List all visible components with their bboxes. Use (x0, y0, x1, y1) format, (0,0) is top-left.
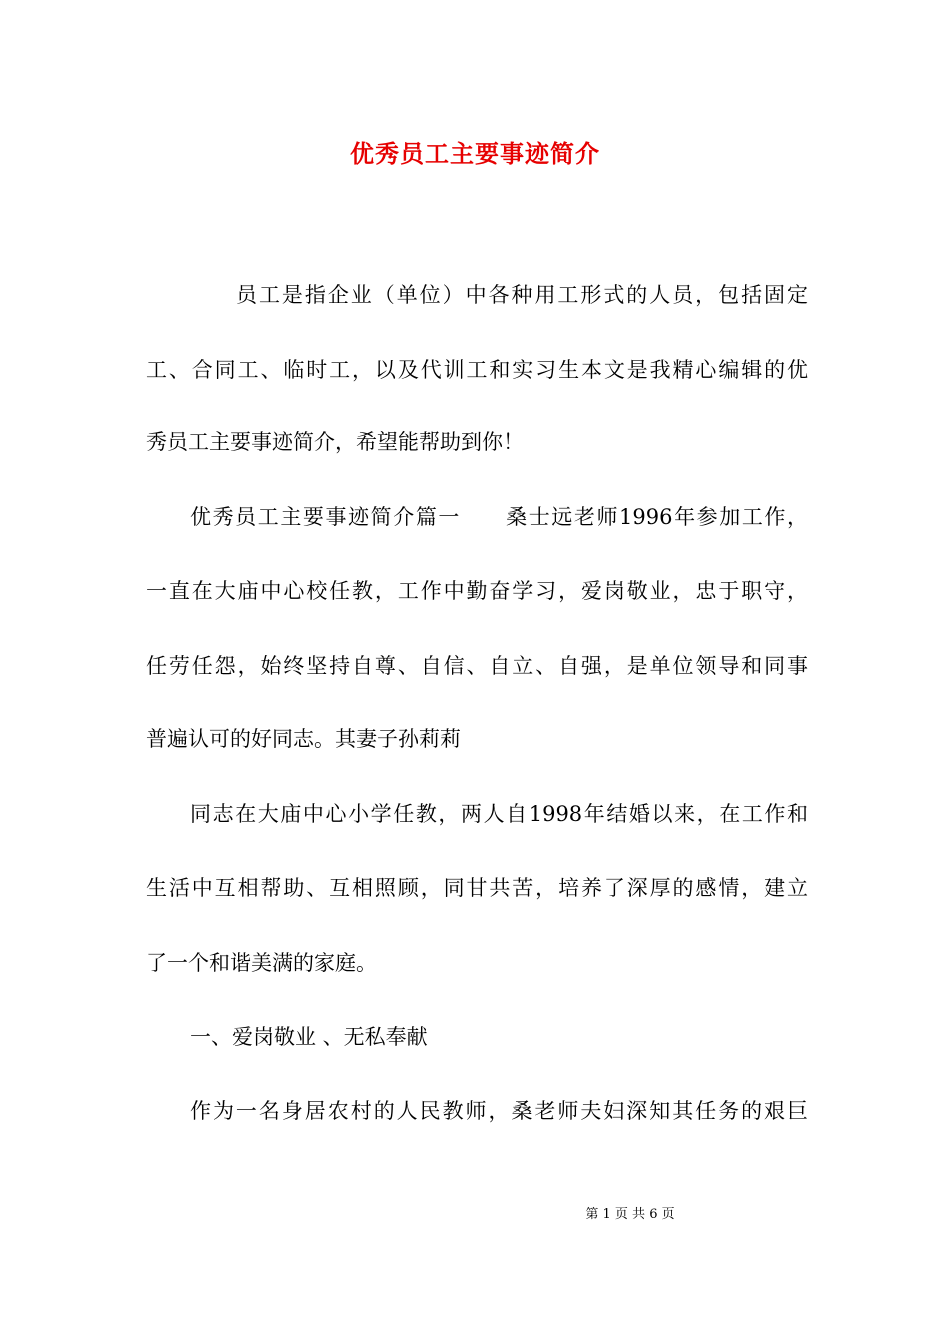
body-line: 员工是指企业（单位）中各种用工形式的人员，包括固定 (236, 283, 808, 307)
document-title: 优秀员工主要事迹简介 (350, 139, 600, 168)
body-line: 一直在大庙中心校任教，工作中勤奋学习，爱岗敬业，忠于职守， (146, 579, 808, 603)
page-footer: 第 1 页 共 6 页 (585, 1207, 675, 1222)
body-line: 同志在大庙中心小学任教，两人自1998年结婚以来，在工作和 (190, 802, 808, 826)
body-line: 了一个和谐美满的家庭。 (146, 951, 377, 975)
body-line: 秀员工主要事迹简介，希望能帮助到你！ (146, 430, 524, 454)
body-line: 任劳任怨，始终坚持自尊、自信、自立、自强，是单位领导和同事 (146, 654, 808, 678)
body-line: 工、合同工、临时工，以及代训工和实习生本文是我精心编辑的优 (146, 358, 808, 382)
body-line: 作为一名身居农村的人民教师，桑老师夫妇深知其任务的艰巨 (190, 1099, 808, 1123)
body-line: 优秀员工主要事迹简介篇一 桑士远老师1996年参加工作， (190, 505, 808, 529)
section-heading: 一、爱岗敬业 、无私奉献 (190, 1025, 428, 1049)
body-line: 生活中互相帮助、互相照顾，同甘共苦，培养了深厚的感情，建立 (146, 876, 808, 900)
body-line: 普遍认可的好同志。其妻子孙莉莉 (146, 727, 461, 751)
